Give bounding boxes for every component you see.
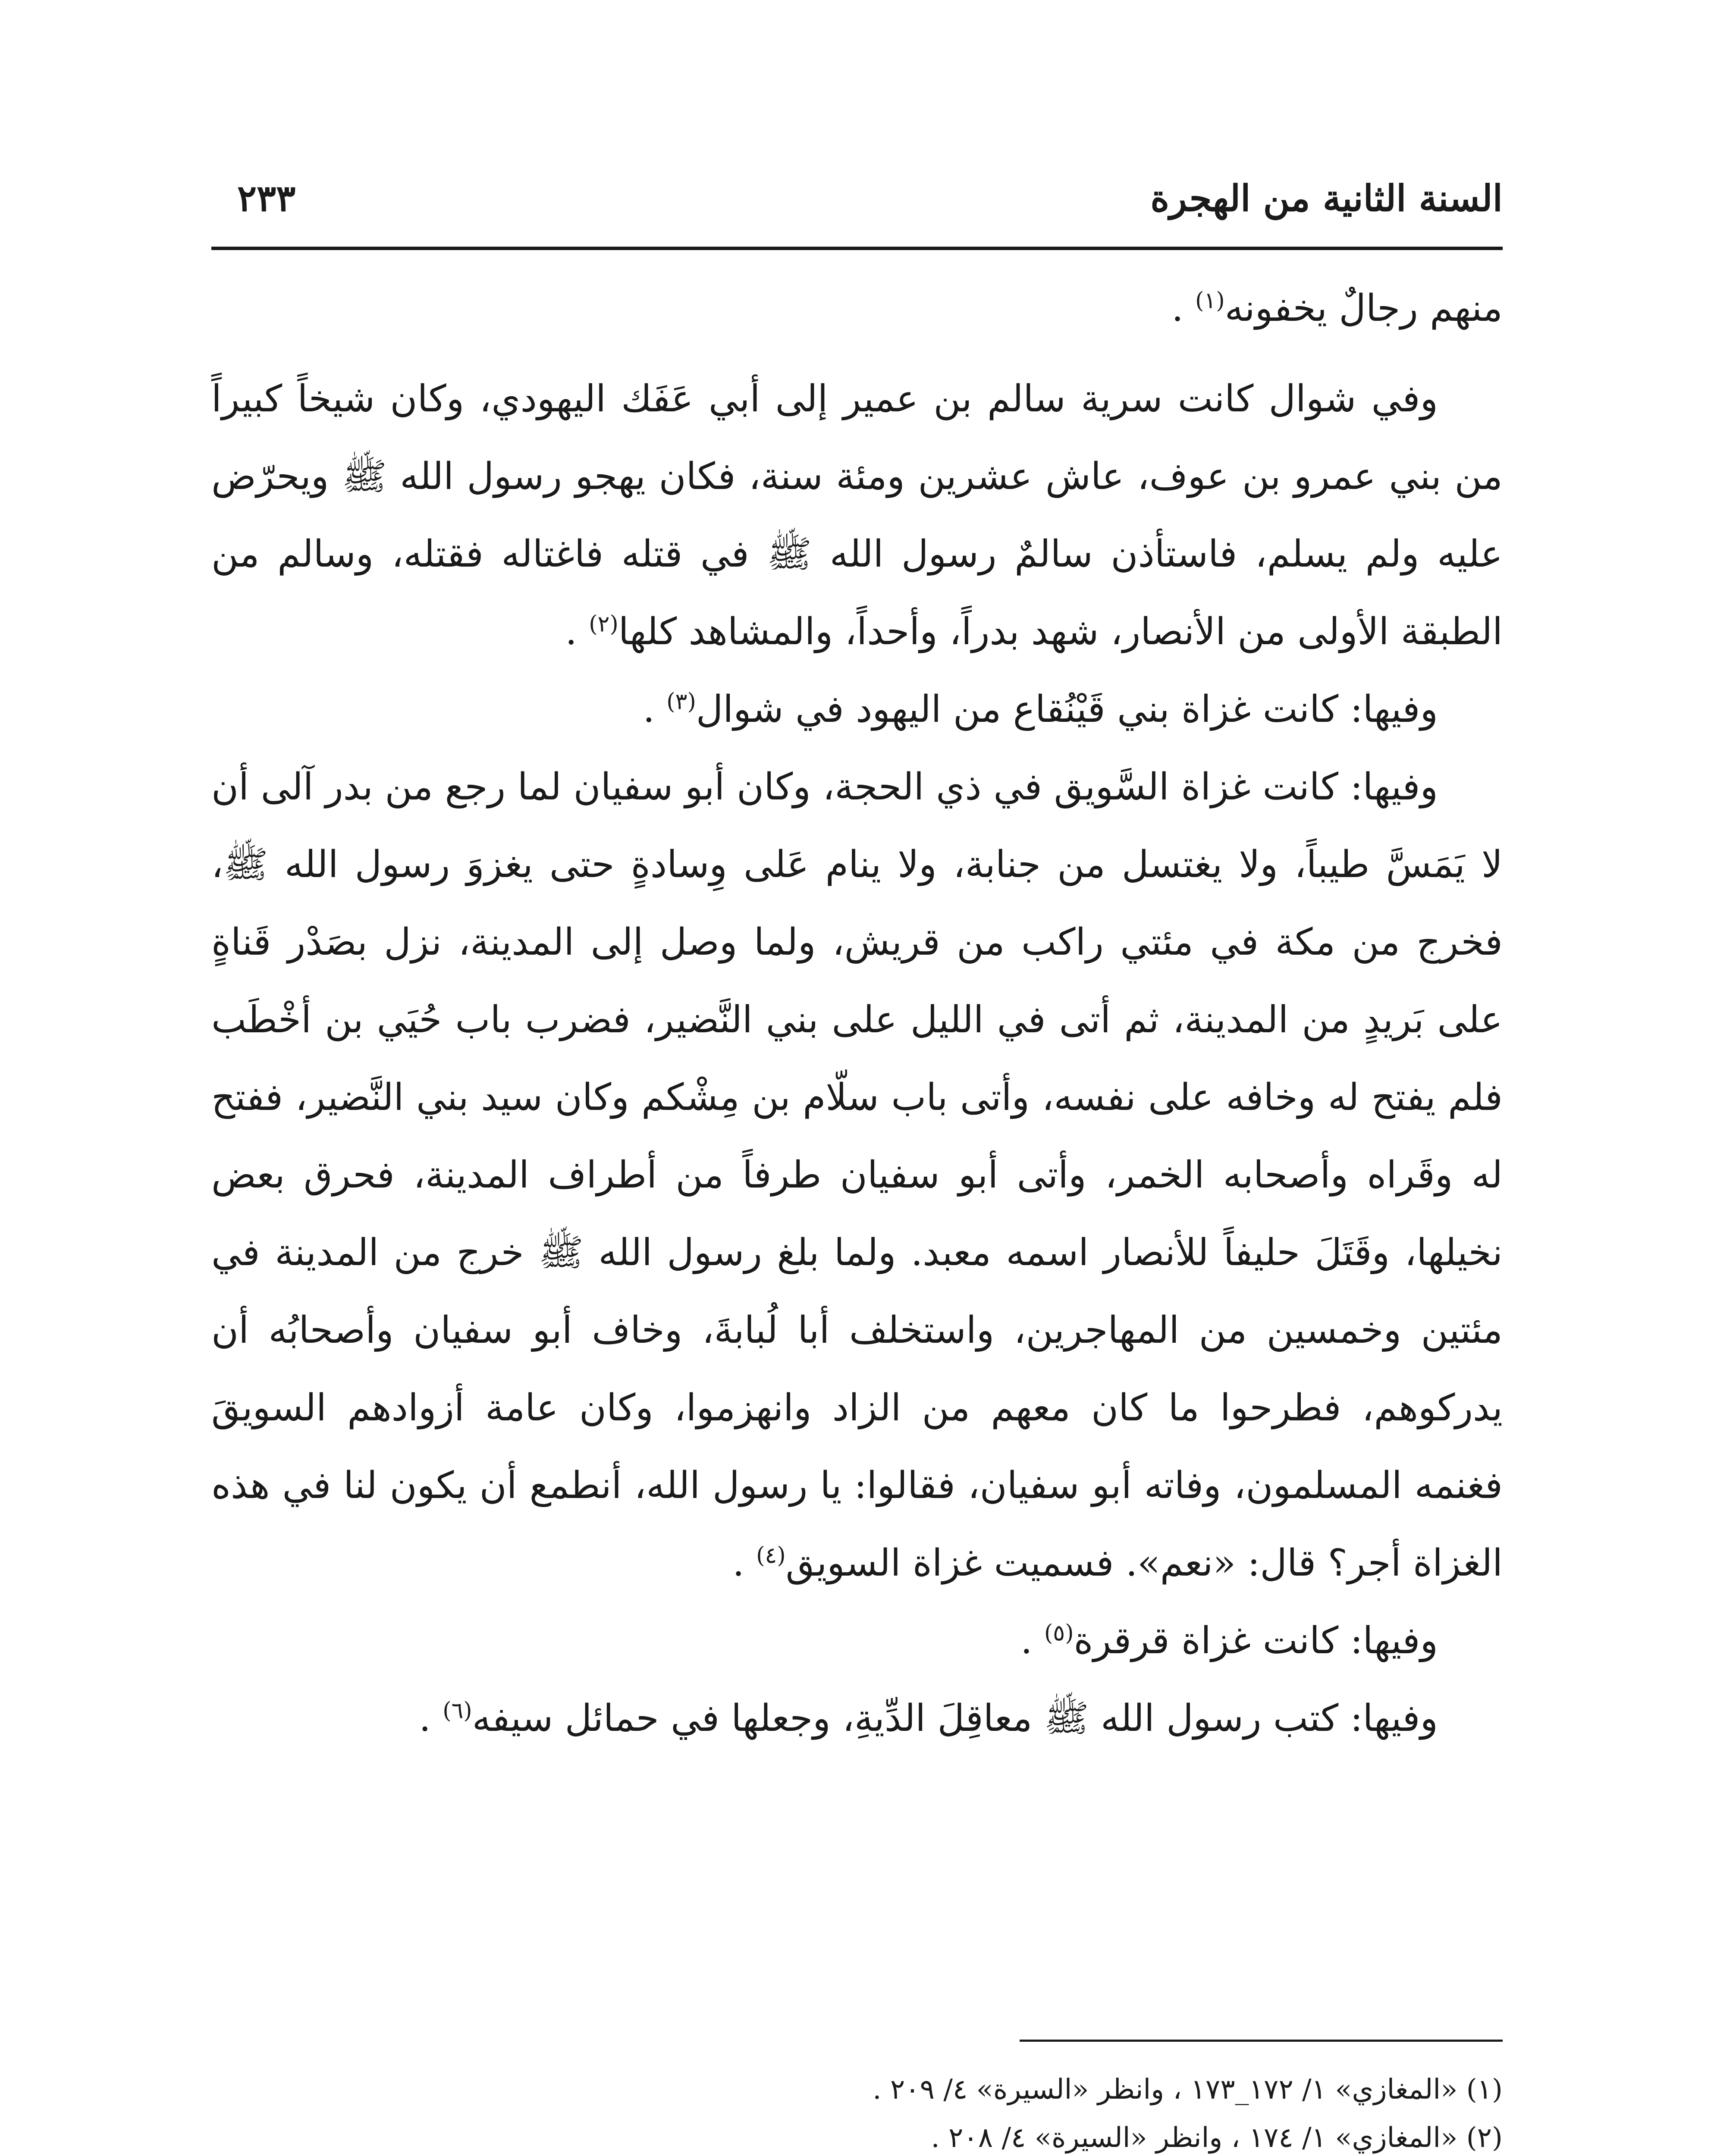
- footnote-reference: (٣): [666, 689, 696, 715]
- header-rule: [211, 247, 1503, 250]
- footnote-reference: (٤): [756, 1542, 786, 1569]
- paragraph-end: .: [1020, 1619, 1044, 1662]
- paragraph-end: .: [419, 1697, 443, 1740]
- page-number: ٢٣٣: [237, 177, 296, 219]
- footnote-reference: (٥): [1044, 1620, 1074, 1646]
- footnote-separator: [1020, 2040, 1503, 2042]
- paragraph-end: .: [643, 688, 667, 731]
- paragraph: [211, 1602, 1503, 1680]
- main-text: [211, 270, 1503, 1757]
- paragraph-text: وفيها: كتب رسول الله ﷺ معاقِلَ الدِّيةِ، وجعلها في حمائل سيفه: [472, 1697, 1438, 1740]
- paragraph-text: وفي شوال كانت سرية سالم بن عمير إلى أبي عَفَك اليهودي، وكان شيخاً كبيراً من بني عمرو بن عوف، عاش عشرين ومئة سنة، فكان يهجو رسول الله ﷺ ويحرّض عليه ولم يسلم، فاستأذن سالمٌ رسول الله ﷺ في قتله فاغتاله فقتله، وسالم من الطبقة الأولى من الأنصار، شهد بدراً، وأحداً، والمشاهد كلها: [211, 377, 1503, 653]
- paragraph-text: وفيها: كانت غزاة بني قَيْنُقاع من اليهود في شوال: [696, 688, 1438, 731]
- footnote-reference: (١): [1195, 288, 1225, 314]
- paragraph-end: .: [565, 610, 589, 653]
- paragraph-end: .: [1171, 287, 1196, 330]
- page-header: [211, 164, 1503, 237]
- paragraph: [211, 270, 1503, 347]
- footnote: (١) «المغازي» ١/ ١٧٢_١٧٣ ، وانظر «السيرة» ٤/ ٢٠٩ .: [873, 2074, 1503, 2106]
- paragraph: [211, 671, 1503, 748]
- footnote: (٢) «المغازي» ١/ ١٧٤ ، وانظر «السيرة» ٤/ ٢٠٨ .: [931, 2122, 1503, 2154]
- paragraph-text: وفيها: كانت غزاة قرقرة: [1074, 1619, 1438, 1662]
- paragraph: [211, 360, 1503, 671]
- running-title: السنة الثانية من الهجرة: [1150, 177, 1503, 219]
- footnotes: [211, 2065, 1503, 2156]
- footnote-reference: (٦): [443, 1698, 472, 1724]
- paragraph-text: منهم رجالٌ يخفونه: [1224, 287, 1503, 330]
- paragraph-end: .: [732, 1542, 757, 1585]
- footnote-reference: (٢): [589, 611, 618, 637]
- paragraph-text: وفيها: كانت غزاة السَّويق في ذي الحجة، وكان أبو سفيان لما رجع من بدر آلى أن لا يَمَسَّ طيباً، ولا يغتسل من جنابة، ولا ينام عَلى وِسادةٍ حتى يغزوَ رسول الله ﷺ، فخرج من مكة في مئتي راكب من قريش، ولما وصل إلى المدينة، نزل بصَدْر قَناةٍ على بَريدٍ من المدينة، ثم أتى في الليل على بني النَّضير، فضرب باب حُيَي بن أخْطَب فلم يفتح له وخافه على نفسه، وأتى باب سلّام بن مِشْكم وكان سيد بني النَّضير، ففتح له وقَراه وأصحابه الخمر، وأتى أبو سفيان طرفاً من أطراف المدينة، فحرق بعض نخيلها، وقَتَلَ حليفاً للأنصار اسمه معبد. ولما بلغ رسول الله ﷺ خرج من المدينة في مئتين وخمسين من المهاجرين، واستخلف أبا لُبابةَ، وخاف أبو سفيان وأصحابُه أن يدركوهم، فطرحوا ما كان معهم من الزاد وانهزموا، وكان عامة أزوادهم السويقَ فغنمه المسلمون، وفاته أبو سفيان، فقالوا: يا رسول الله، أنطمع أن يكون لنا في هذه الغزاة أجر؟ قال: «نعم». فسميت غزاة السويق: [211, 765, 1503, 1585]
- paragraph: [211, 1680, 1503, 1757]
- paragraph: [211, 748, 1503, 1602]
